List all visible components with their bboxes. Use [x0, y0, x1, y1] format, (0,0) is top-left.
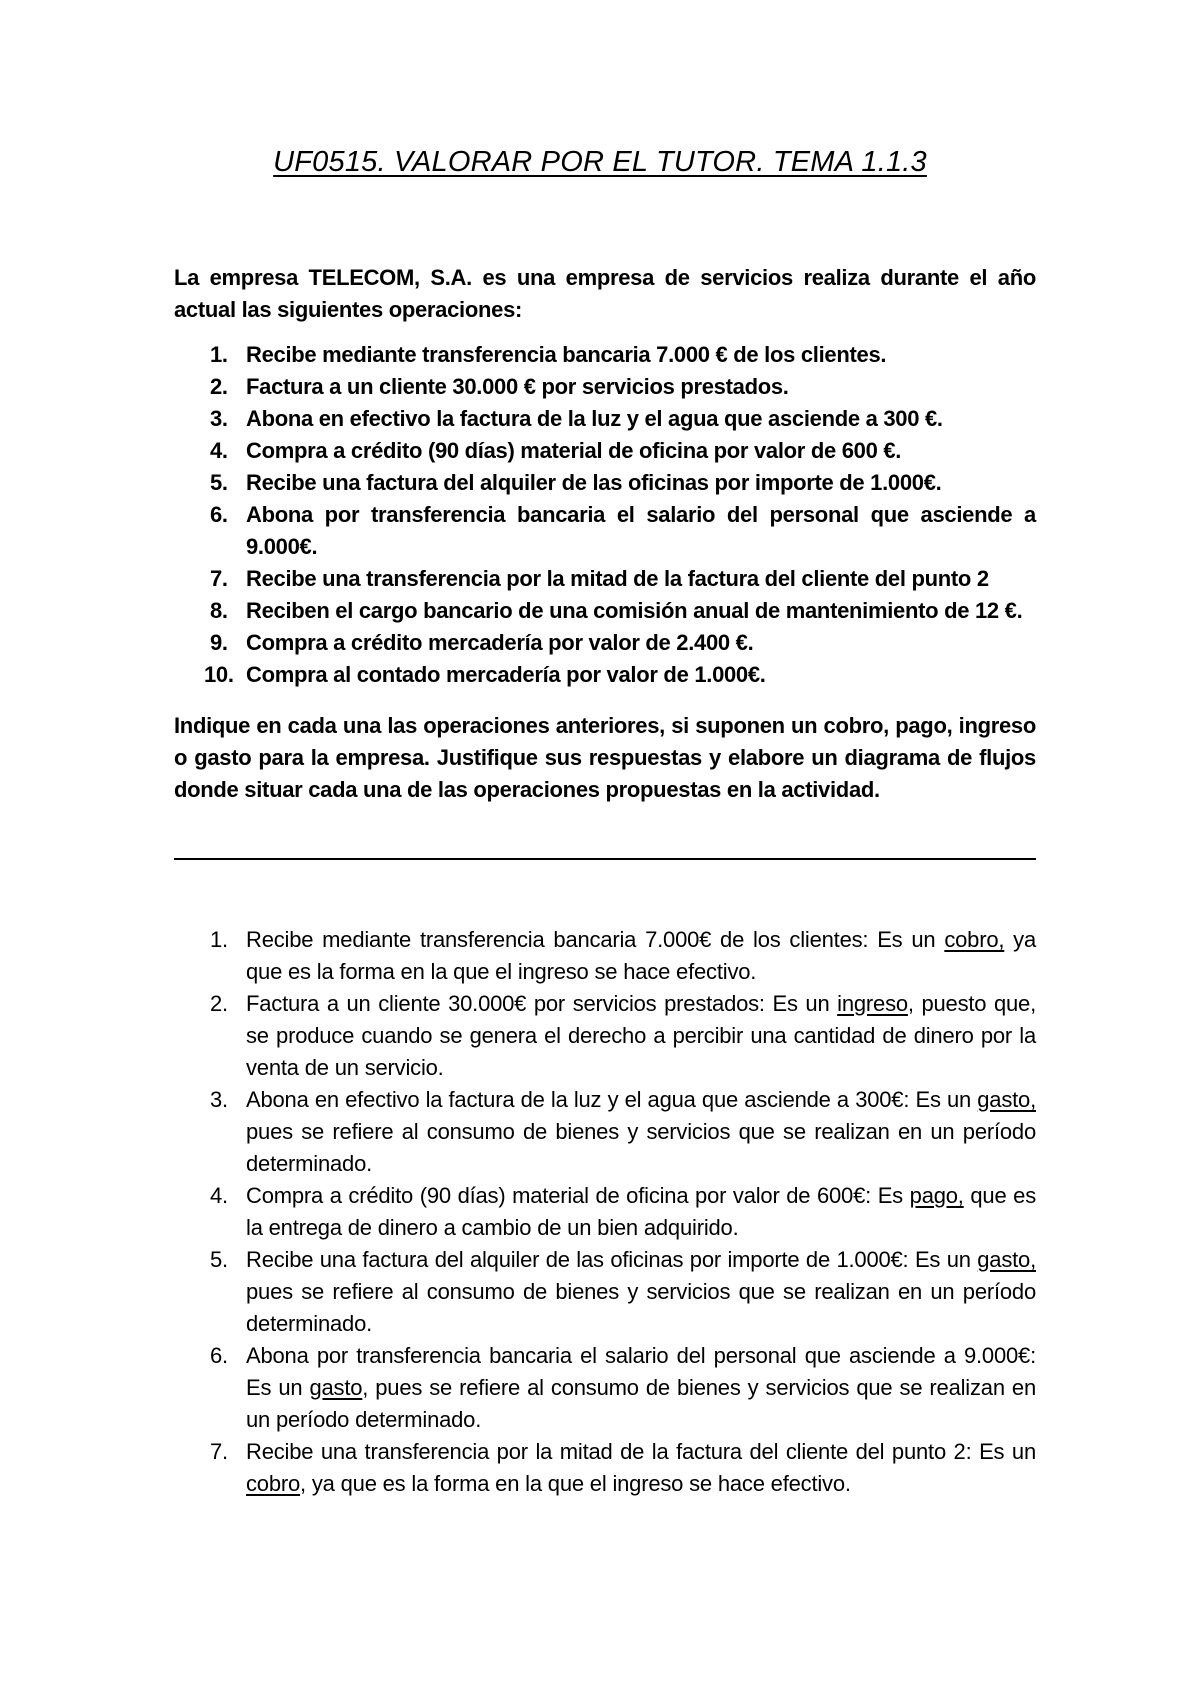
answer-term: gasto,	[977, 1087, 1036, 1112]
list-item	[174, 339, 1036, 371]
answer-explanation: ya que es la forma en la que el ingreso se hace efectivo.	[246, 927, 1037, 984]
answer-term: cobro,	[944, 927, 1005, 952]
item-text: Abona en efectivo la factura de la luz y el agua que asciende a 300 €.	[246, 406, 943, 431]
item-number: 5.	[210, 1247, 228, 1272]
list-item	[174, 1340, 1036, 1436]
item-text: Compra a crédito mercadería por valor de 2.400 €.	[246, 630, 754, 655]
divider	[174, 858, 1036, 860]
answer-text: Recibe mediante transferencia bancaria 7.000€ de los clientes: Es un	[246, 927, 945, 952]
item-number: 6.	[210, 502, 228, 527]
item-number: 3.	[210, 406, 228, 431]
item-number: 7.	[210, 1439, 228, 1464]
item-number: 1.	[210, 927, 228, 952]
answer-explanation: que es la entrega de dinero a cambio de un bien adquirido.	[246, 1183, 1036, 1240]
item-text: Recibe una transferencia por la mitad de la factura del cliente del punto 2	[246, 566, 989, 591]
list-item	[174, 1436, 1036, 1500]
answer-text: Factura a un cliente 30.000€ por servicios prestados: Es un	[246, 991, 838, 1016]
list-item	[174, 924, 1036, 988]
answer-term: pago,	[909, 1183, 964, 1208]
list-item	[174, 1180, 1036, 1244]
answer-text: Abona por transferencia bancaria el salario del personal que asciende a 9.000€: Es un	[246, 1343, 1036, 1400]
list-item	[174, 371, 1036, 403]
answer-text: Compra a crédito (90 días) material de oficina por valor de 600€: Es	[246, 1183, 910, 1208]
item-text: Recibe mediante transferencia bancaria 7.000 € de los clientes.	[246, 342, 887, 367]
page-title: UF0515. VALORAR POR EL TUTOR. TEMA 1.1.3	[273, 146, 927, 178]
list-item	[174, 659, 1036, 691]
answer-explanation: , ya que es la forma en la que el ingreso se hace efectivo.	[300, 1471, 851, 1496]
item-number: 2.	[210, 374, 228, 399]
item-text: Recibe una factura del alquiler de las oficinas por importe de 1.000€.	[246, 470, 942, 495]
item-number: 7.	[210, 566, 228, 591]
list-item	[174, 1084, 1036, 1180]
list-item	[174, 499, 1036, 563]
item-number: 5.	[210, 470, 228, 495]
intro-paragraph: La empresa TELECOM, S.A. es una empresa de servicios realiza durante el año actual las siguientes operaciones:	[174, 265, 1036, 322]
list-item	[174, 988, 1036, 1084]
list-item	[174, 595, 1036, 627]
item-number: 3.	[210, 1087, 228, 1112]
item-number: 9.	[210, 630, 228, 655]
item-number: 4.	[210, 1183, 228, 1208]
answer-explanation: , puesto que, se produce cuando se genera el derecho a percibir una cantidad de dinero por la venta de un servicio.	[246, 991, 1037, 1080]
answer-text: Recibe una transferencia por la mitad de la factura del cliente del punto 2: Es un	[246, 1439, 1036, 1464]
answer-term: gasto	[309, 1375, 363, 1400]
list-item	[174, 1244, 1036, 1340]
item-text: Compra al contado mercadería por valor de 1.000€.	[246, 662, 766, 687]
item-text: Compra a crédito (90 días) material de oficina por valor de 600 €.	[246, 438, 902, 463]
item-number: 4.	[210, 438, 228, 463]
item-number: 2.	[210, 991, 228, 1016]
answer-term: gasto,	[977, 1247, 1036, 1272]
item-number: 6.	[210, 1343, 228, 1368]
list-item	[174, 403, 1036, 435]
answer-term: cobro	[246, 1471, 301, 1496]
item-text: Reciben el cargo bancario de una comisión anual de mantenimiento de 12 €.	[246, 598, 1023, 623]
list-item	[174, 563, 1036, 595]
item-text: Factura a un cliente 30.000 € por servicios prestados.	[246, 374, 789, 399]
list-item	[174, 467, 1036, 499]
answers-list	[174, 924, 1036, 1500]
answer-explanation: pues se refiere al consumo de bienes y servicios que se realizan en un período determinado.	[246, 1279, 1036, 1336]
list-item	[174, 627, 1036, 659]
operations-list	[174, 339, 1036, 691]
item-text: Abona por transferencia bancaria el salario del personal que asciende a 9.000€.	[246, 502, 1036, 559]
answer-explanation: , pues se refiere al consumo de bienes y servicios que se realizan en un período determinado.	[246, 1375, 1036, 1432]
answer-text: Recibe una factura del alquiler de las oficinas por importe de 1.000€: Es un	[246, 1247, 978, 1272]
answer-explanation: pues se refiere al consumo de bienes y servicios que se realizan en un período determinado.	[246, 1119, 1036, 1176]
item-number: 8.	[210, 598, 228, 623]
item-number: 1.	[210, 342, 228, 367]
item-number: 10.	[204, 662, 234, 687]
answer-term: ingreso	[837, 991, 908, 1016]
answer-text: Abona en efectivo la factura de la luz y el agua que asciende a 300€: Es un	[246, 1087, 978, 1112]
instructions-paragraph: Indique en cada una las operaciones anteriores, si suponen un cobro, pago, ingreso o gasto para la empresa. Justifique sus respuestas y elabore un diagrama de flujos donde situar cada una de las operaciones propuestas en la actividad.	[174, 713, 1036, 802]
list-item	[174, 435, 1036, 467]
